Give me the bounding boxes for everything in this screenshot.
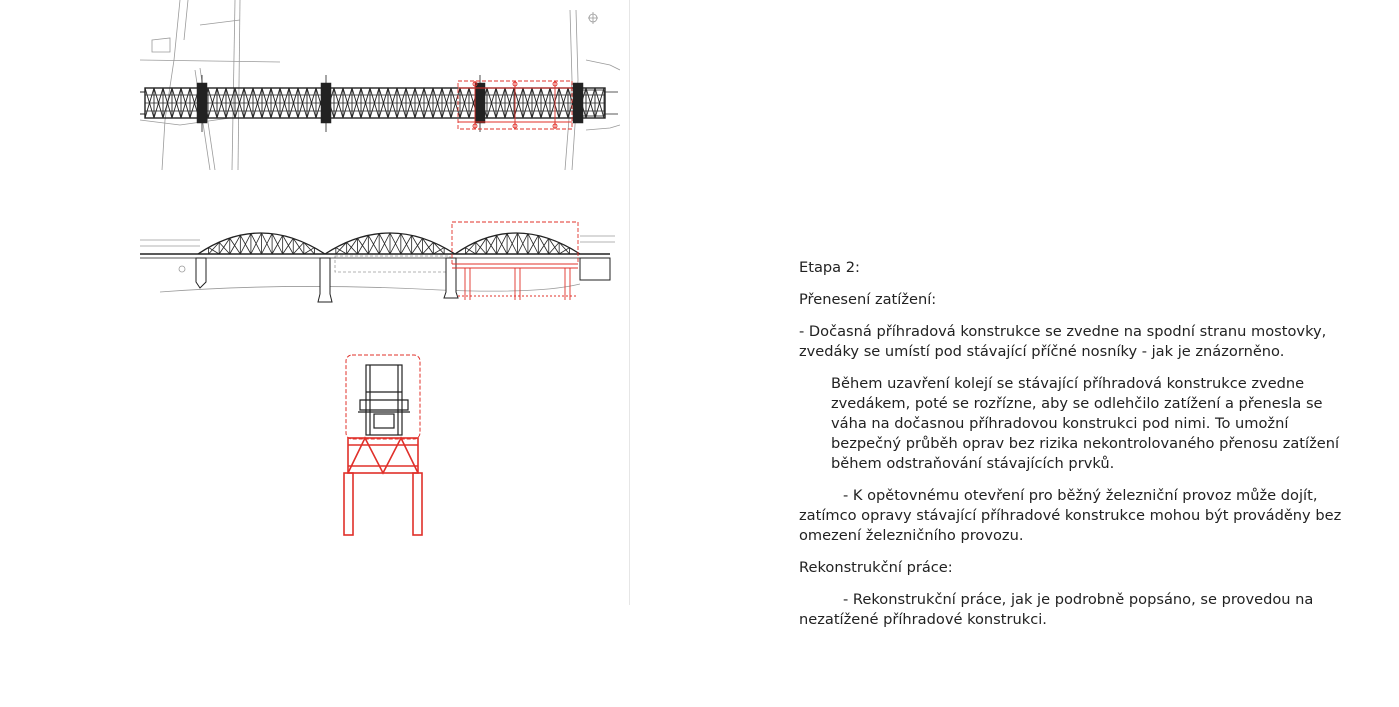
stage-heading: Etapa 2:	[799, 259, 860, 276]
bridge-plan-view	[140, 0, 620, 175]
paragraph-track-closure: Během uzavření kolejí se stávající příhradová konstrukce zvedne zvedákem, poté se rozřízne, aby se odlehčilo zatížení a přenesla se váha na dočasnou příhradovou konstrukci pod nimi. To umožní bezpečný průběh oprav bez rizika nekontrolovaného přenosu zatížení během odstraňování stávajících prvků.	[831, 375, 1340, 472]
paragraph-temporary-truss: - Dočasná příhradová konstrukce se zvedne na spodní stranu mostovky, zvedáky se umístí pod stávající příčné nosníky - jak je znázorněno.	[799, 323, 1327, 360]
panel-divider	[629, 0, 630, 605]
bridge-elevation-view	[140, 212, 620, 307]
paragraph-reconstruction: - Rekonstrukční práce, jak je podrobně popsáno, se provedou na nezatížené příhradové konstrukci.	[799, 591, 1314, 628]
description-text	[799, 258, 1359, 642]
bridge-cross-section	[338, 350, 428, 540]
drawings-panel	[0, 0, 640, 707]
paragraph-reopening: - K opětovnému otevření pro běžný železniční provoz může dojít, zatímco opravy stávající příhradové konstrukce mohou být prováděny bez omezení železničního provozu.	[799, 487, 1342, 544]
reconstruction-heading: Rekonstrukční práce:	[799, 559, 953, 576]
load-transfer-heading: Přenesení zatížení:	[799, 291, 937, 308]
